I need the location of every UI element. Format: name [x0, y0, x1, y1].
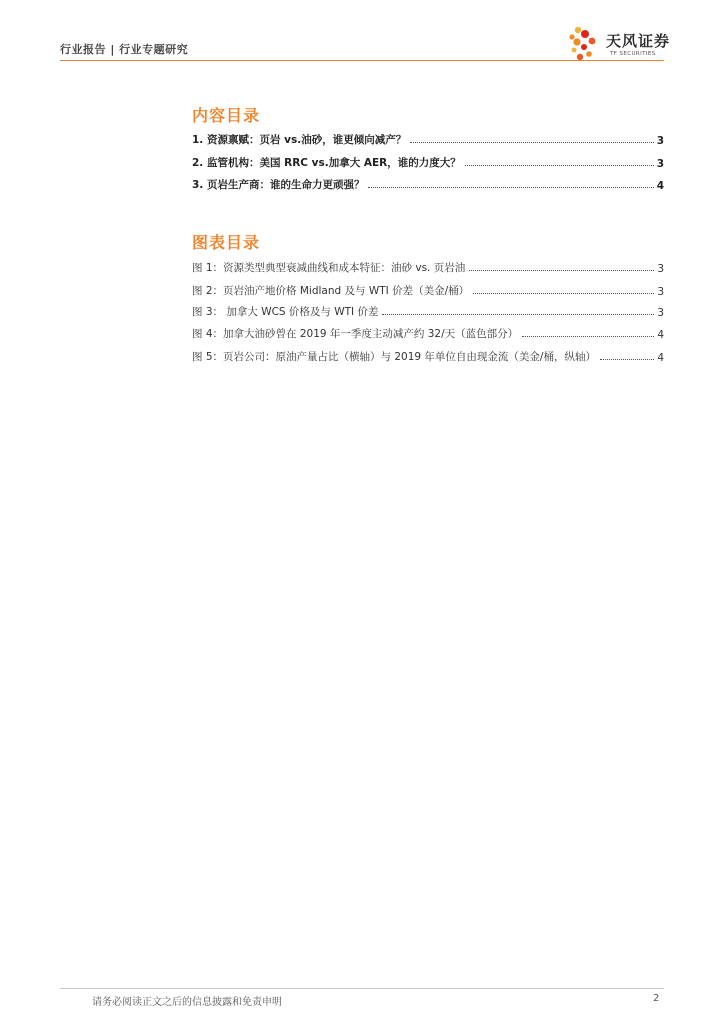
figure-toc-title: 图表目录	[192, 233, 261, 252]
page-number: 2	[653, 993, 660, 1004]
dot-leader	[382, 314, 654, 315]
flower-logo-icon	[568, 23, 604, 63]
figure-entry-page: 3	[657, 307, 664, 319]
figure-toc-entry[interactable]	[192, 282, 664, 298]
toc-entry-page: 4	[656, 180, 664, 192]
dot-leader	[473, 293, 654, 294]
figure-entry-text: 图 2：页岩油产地价格 Midland 及与 WTI 价差（美金/桶）	[192, 285, 470, 297]
figure-entry-text: 图 4：加拿大油砂曾在 2019 年一季度主动减产约 32/天（蓝色部分）	[192, 328, 519, 340]
toc-entry[interactable]	[192, 131, 664, 147]
dot-leader	[522, 336, 654, 337]
report-type-label: 行业报告 | 行业专题研究	[60, 43, 189, 56]
dot-leader	[368, 187, 653, 188]
figure-toc-entry[interactable]	[192, 348, 664, 364]
dot-leader	[410, 142, 653, 143]
figure-toc-entry[interactable]	[192, 259, 664, 275]
figure-entry-page: 3	[657, 286, 664, 298]
header-divider	[60, 60, 664, 61]
logo-name-cn: 天风证券	[606, 32, 671, 50]
content-toc-title: 内容目录	[192, 106, 261, 125]
dot-leader	[600, 359, 654, 360]
footer-divider	[60, 988, 664, 989]
figure-toc-entry[interactable]	[192, 303, 664, 319]
toc-entry-text: 2. 监管机构：美国 RRC vs.加拿大 AER，谁的力度大？	[192, 157, 461, 169]
figure-entry-text: 图 5：页岩公司：原油产量占比（横轴）与 2019 年单位自由现金流（美金/桶，纵轴）	[192, 351, 596, 363]
company-logo	[568, 23, 678, 63]
dot-leader	[469, 270, 654, 271]
footer-disclaimer: 请务必阅读正文之后的信息披露和免责申明	[92, 997, 282, 1008]
toc-entry-text: 3. 页岩生产商：谁的生命力更顽强？	[192, 179, 365, 191]
toc-entry[interactable]	[192, 154, 664, 170]
logo-name-en: TF SECURITIES	[610, 51, 656, 57]
figure-toc-entry[interactable]	[192, 325, 664, 341]
figure-entry-text: 图 1：资源类型典型衰减曲线和成本特征：油砂 vs. 页岩油	[192, 262, 466, 274]
toc-entry-page: 3	[656, 158, 664, 170]
figure-entry-page: 4	[657, 352, 664, 364]
toc-entry-text: 1. 资源禀赋：页岩 vs.油砂，谁更倾向减产？	[192, 134, 407, 146]
figure-entry-text: 图 3： 加拿大 WCS 价格及与 WTI 价差	[192, 306, 379, 318]
dot-leader	[465, 165, 654, 166]
toc-entry[interactable]	[192, 176, 664, 192]
toc-entry-page: 3	[656, 135, 664, 147]
figure-entry-page: 4	[657, 329, 664, 341]
figure-entry-page: 3	[657, 263, 664, 275]
